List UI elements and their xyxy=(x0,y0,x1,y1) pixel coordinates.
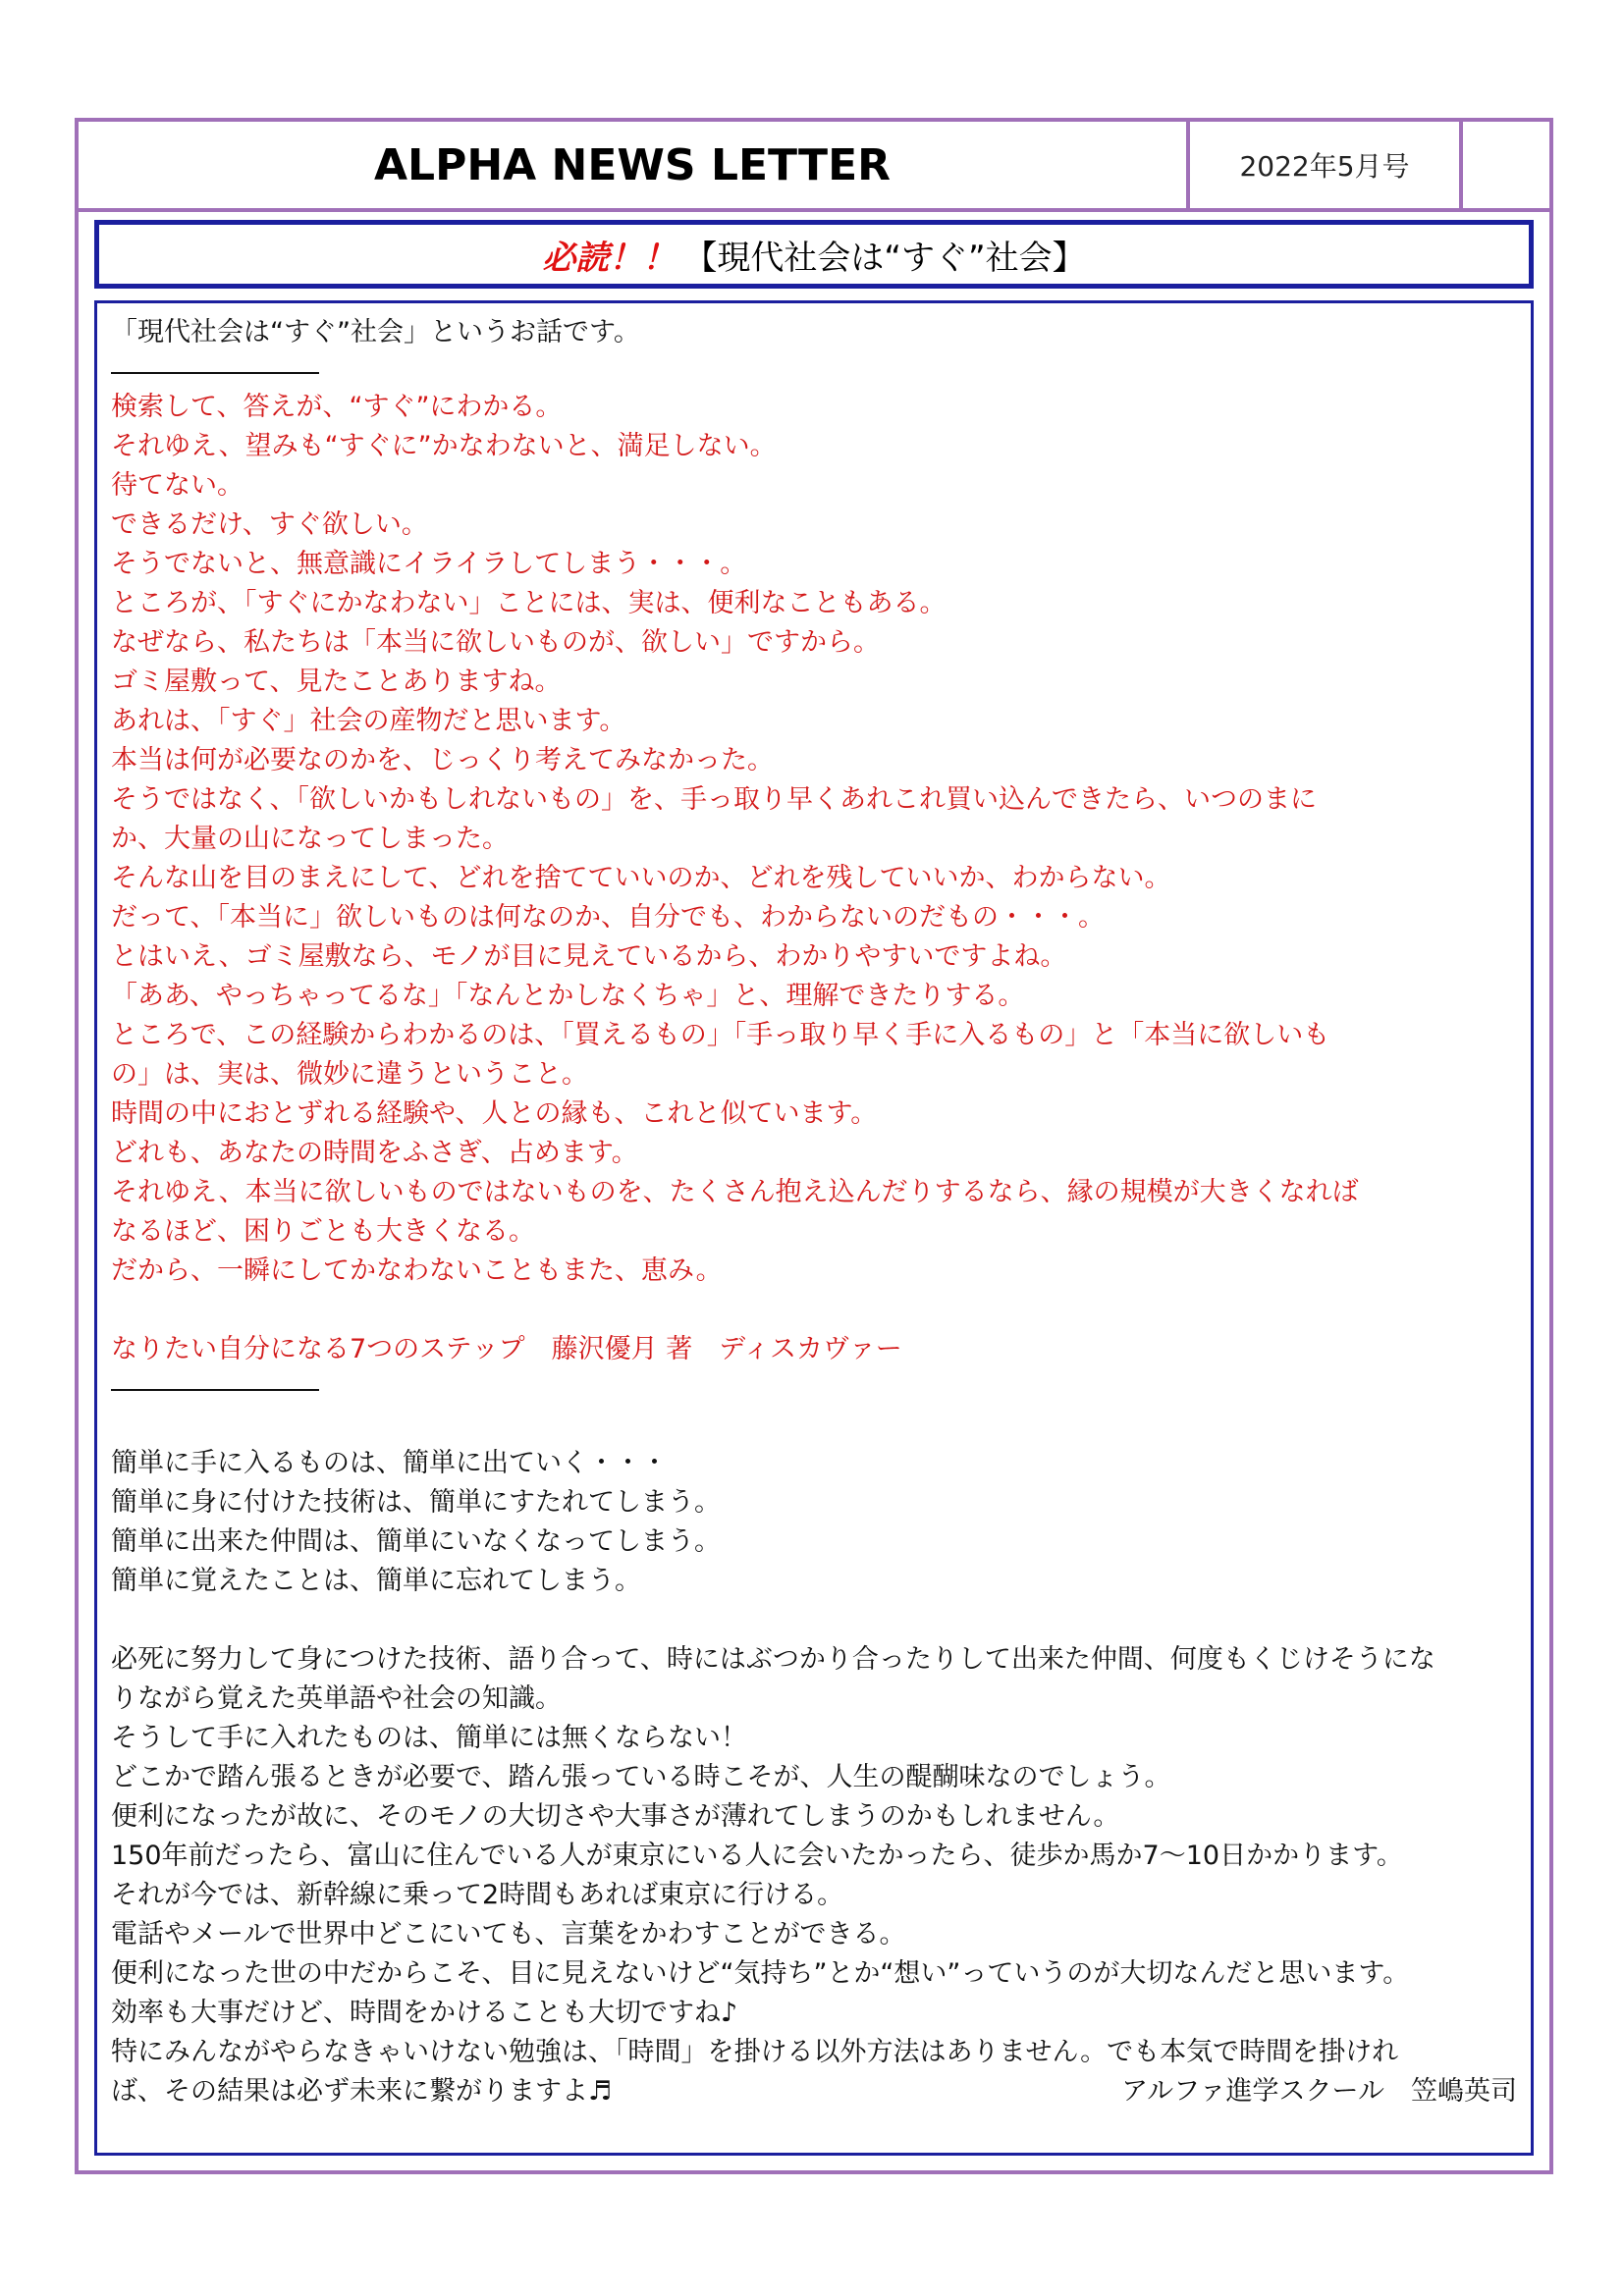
intro-line: 「現代社会は“すぐ”社会」というお話です。 xyxy=(111,317,640,347)
closing-line: 効率も大事だけど、時間をかけることも大切ですね♪ xyxy=(111,1998,738,2028)
newsletter-frame xyxy=(75,118,1553,2174)
quote-line: 待てない。 xyxy=(111,470,244,501)
closing-line: 必死に努力して身につけた技術、語り合って、時にはぶつかり合ったりして出来た仲間、何度もくじけそうにな xyxy=(111,1644,1435,1675)
newsletter-header xyxy=(79,122,1549,212)
signature: アルファ進学スクール 笠嶋英司 xyxy=(1121,2076,1517,2107)
divider xyxy=(111,1369,319,1391)
divider xyxy=(111,352,319,374)
quote-line: どれも、あなたの時間をふさぎ、占めます。 xyxy=(111,1138,638,1168)
book-source: なりたい自分になる7つのステップ 藤沢優月 著 ディスカヴァー xyxy=(111,1334,902,1364)
must-read-label: 必読！！ xyxy=(542,238,677,278)
quote-line: ところが、「すぐにかなわない」ことには、実は、便利なこともある。 xyxy=(111,588,947,618)
quote-line: ゴミ屋敷って、見たことありますね。 xyxy=(111,667,562,697)
easy-line: 簡単に出来た仲間は、簡単にいなくなってしまう。 xyxy=(111,1526,721,1557)
easy-things-block xyxy=(111,1444,1517,1601)
quote-line: だから、一瞬にしてかなわないこともまた、恵み。 xyxy=(111,1255,723,1286)
quote-line: それゆえ、望みも“すぐに”かなわないと、満足しない。 xyxy=(111,431,777,461)
headline-banner xyxy=(94,220,1534,289)
closing-line: それが今では、新幹線に乗って2時間もあれば東京に行ける。 xyxy=(111,1880,844,1910)
quote-line: できるだけ、すぐ欲しい。 xyxy=(111,509,428,540)
easy-line: 簡単に覚えたことは、簡単に忘れてしまう。 xyxy=(111,1566,641,1596)
easy-line: 簡単に手に入るものは、簡単に出ていく・・・ xyxy=(111,1448,668,1478)
quote-line: そんな山を目のまえにして、どれを捨てていいのか、どれを残していいか、わからない。 xyxy=(111,863,1171,893)
easy-line: 簡単に身に付けた技術は、簡単にすたれてしまう。 xyxy=(111,1487,721,1518)
article-body xyxy=(94,300,1534,2156)
quote-line: の」は、実は、微妙に違うということ。 xyxy=(111,1059,588,1090)
closing-line: ば、その結果は必ず未来に繋がりますよ♬ xyxy=(111,2076,613,2107)
quote-block xyxy=(111,388,1517,1291)
quote-line: 本当は何が必要なのかを、じっくり考えてみなかった。 xyxy=(111,745,774,775)
quote-line: だって、「本当に」欲しいものは何なのか、自分でも、わからないのだもの・・・。 xyxy=(111,902,1105,933)
closing-line: 便利になったが故に、そのモノの大切さや大事さが薄れてしまうのかもしれません。 xyxy=(111,1801,1120,1832)
closing-line: そうして手に入れたものは、簡単には無くならない！ xyxy=(111,1723,747,1753)
closing-line: 便利になった世の中だからこそ、目に見えないけど“気持ち”とか“想い”っていうのが大切なんだと思います。 xyxy=(111,1958,1410,1989)
closing-line: どこかで踏ん張るときが必要で、踏ん張っている時こそが、人生の醍醐味なのでしょう。 xyxy=(111,1762,1171,1792)
quote-line: あれは、「すぐ」社会の産物だと思います。 xyxy=(111,706,626,736)
closing-line: 150年前だったら、富山に住んでいる人が東京にいる人に会いたかったら、徒歩か馬か7～10日かかります。 xyxy=(111,1841,1403,1871)
quote-line: ところで、この経験からわかるのは、「買えるもの」「手っ取り早く手に入るもの」と「本当に欲しいも xyxy=(111,1020,1330,1050)
closing-line: 電話やメールで世界中どこにいても、言葉をかわすことができる。 xyxy=(111,1919,906,1949)
quote-line: そうではなく、「欲しいかもしれないもの」を、手っ取り早くあれこれ買い込んできたら、いつのまに xyxy=(111,784,1317,815)
issue-date: 2022年5月号 xyxy=(1186,122,1463,208)
closing-line: 特にみんながやらなきゃいけない勉強は、「時間」を掛ける以外方法はありません。でも本気で時間を掛けれ xyxy=(111,2037,1399,2067)
closing-block xyxy=(111,1640,1517,2111)
closing-final-row xyxy=(111,2072,1517,2111)
quote-line: 「ああ、やっちゃってるな」「なんとかしなくちゃ」と、理解できたりする。 xyxy=(111,981,1025,1011)
quote-line: なるほど、困りごとも大きくなる。 xyxy=(111,1216,535,1247)
quote-line: か、大量の山になってしまった。 xyxy=(111,824,509,854)
quote-line: とはいえ、ゴミ屋敷なら、モノが目に見えているから、わかりやすいですよね。 xyxy=(111,941,1067,972)
quote-line: それゆえ、本当に欲しいものではないものを、たくさん抱え込んだりするなら、縁の規模が大きくなれば xyxy=(111,1177,1359,1207)
quote-line: 検索して、答えが、“すぐ”にわかる。 xyxy=(111,392,563,422)
quote-line: そうでないと、無意識にイライラしてしまう・・・。 xyxy=(111,549,747,579)
closing-line: りながら覚えた英単語や社会の知識。 xyxy=(111,1683,562,1714)
quote-line: なぜなら、私たちは「本当に欲しいものが、欲しい」ですから。 xyxy=(111,627,880,658)
newsletter-title: ALPHA NEWS LETTER xyxy=(373,139,892,190)
quote-line: 時間の中におとずれる経験や、人との縁も、これと似ています。 xyxy=(111,1098,878,1129)
headline-text: 【現代社会は“すぐ”社会】 xyxy=(683,238,1086,278)
